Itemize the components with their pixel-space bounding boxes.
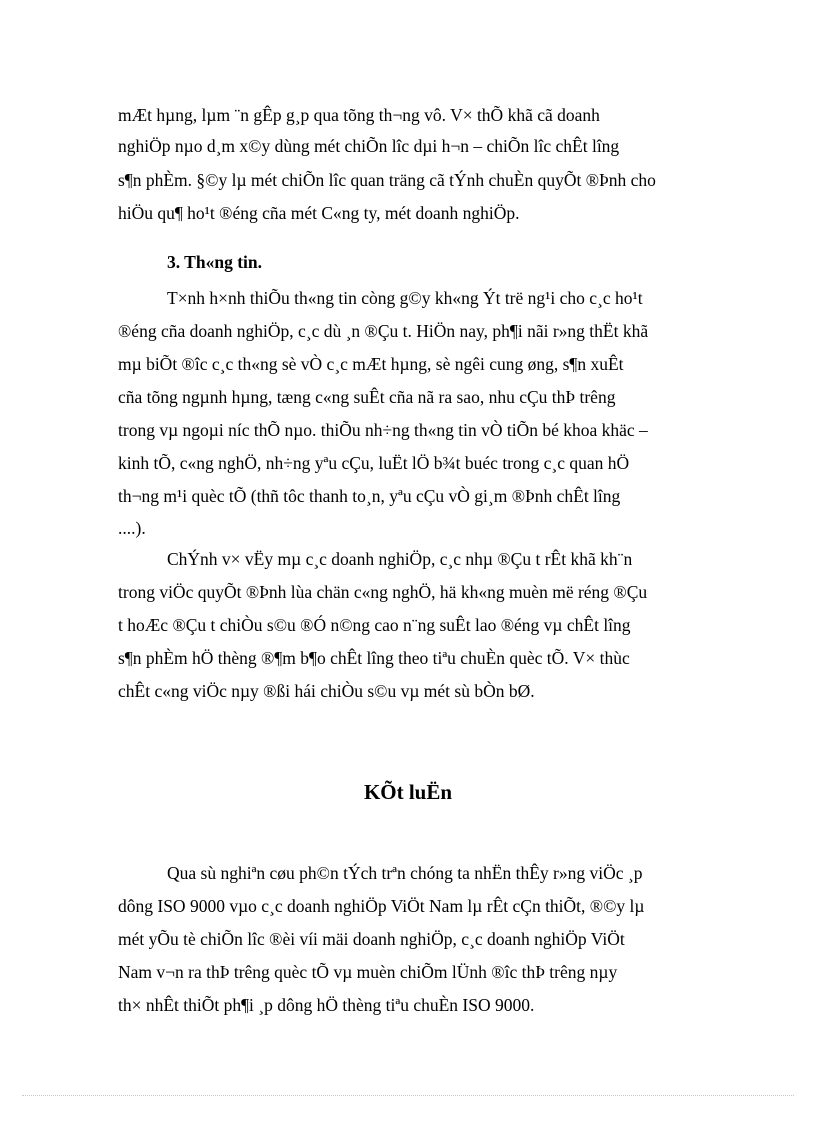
text-line: hiÖu qu¶ ho¹t ®éng cña mét C«ng ty, mét doanh nghiÖp. [118, 203, 520, 223]
text-line: T×nh h×nh thiÕu th«ng tin còng g©y kh«ng Ýt trë ng¹i cho c¸c ho¹t [167, 288, 643, 308]
text-line: s¶n phÈm hÖ thèng ®¶m b¶o chÊt lîng theo tiªu chuÈn quèc tÕ. V× thùc [118, 648, 630, 668]
text-line: ®éng cña doanh nghiÖp, c¸c dù ¸n ®Çu t. HiÖn nay, ph¶i nãi r»ng thËt khã [118, 321, 649, 341]
conclusion-title: KÕt luËn [363, 780, 453, 804]
text-line: kinh tÕ, c«ng nghÖ, nh÷ng yªu cÇu, luËt lÖ b¾t buéc trong c¸c quan hÖ [118, 453, 630, 473]
text-line: Qua sù nghiªn cøu ph©n tÝch trªn chóng ta nhËn thÊy r»ng viÖc ¸p [167, 863, 643, 883]
text-line: ChÝnh v× vËy mµ c¸c doanh nghiÖp, c¸c nhµ ®Çu t rÊt khã kh¨n [167, 549, 633, 569]
text-line: nghiÖp nµo d¸m x©y dùng mét chiÕn lîc dµi h¬n – chiÕn lîc chÊt lîng [118, 136, 620, 156]
text-line: Nam v¬n ra thÞ trêng quèc tÕ vµ muèn chiÕm lÜnh ®îc thÞ trêng nµy [118, 962, 618, 982]
text-line: mµ biÕt ®îc c¸c th«ng sè vÒ c¸c mÆt hµng, sè ngêi cung øng, s¶n xuÊt [118, 354, 624, 374]
text-line: dông ISO 9000 vµo c¸c doanh nghiÖp ViÖt Nam lµ rÊt cÇn thiÕt, ®©y lµ [118, 896, 645, 916]
text-line: trong vµ ngoµi níc thÕ nµo. thiÕu nh÷ng th«ng tin vÒ tiÕn bé khoa khäc – [118, 420, 648, 440]
text-line: th× nhÊt thiÕt ph¶i ¸p dông hÖ thèng tiªu chuÈn ISO 9000. [118, 995, 535, 1015]
page-bottom-divider [22, 1095, 794, 1096]
text-line: s¶n phÈm. §©y lµ mét chiÕn lîc quan träng cã tÝnh chuÈn quyÕt ®Þnh cho [118, 170, 656, 190]
section-heading: 3. Th«ng tin. [167, 252, 262, 272]
text-line: t hoÆc ®Çu t chiÒu s©u ®Ó n©ng cao n¨ng suÊt lao ®éng vµ chÊt lîng [118, 615, 631, 635]
text-line: th¬ng m¹i quèc tÕ (thñ tôc thanh to¸n, yªu cÇu vÒ gi¸m ®Þnh chÊt lîng [118, 486, 621, 506]
text-line: cña tõng ngµnh hµng, tæng c«ng suÊt cña nã ra sao, nhu cÇu thÞ trêng [118, 387, 616, 407]
text-line: chÊt c«ng viÖc nµy ®ßi hái chiÒu s©u vµ mét sù bÒn bØ. [118, 681, 535, 701]
text-line: ....). [118, 518, 146, 538]
text-line: mét yÕu tè chiÕn lîc ®èi víi mäi doanh nghiÖp, c¸c doanh nghiÖp ViÖt [118, 929, 625, 949]
text-line: mÆt hµng, lµm ¨n gÊp g¸p qua tõng th¬ng vô. V× thÕ khã cã doanh [118, 105, 600, 125]
text-line: trong viÖc quyÕt ®Þnh lùa chän c«ng nghÖ, hä kh«ng muèn më réng ®Çu [118, 582, 648, 602]
